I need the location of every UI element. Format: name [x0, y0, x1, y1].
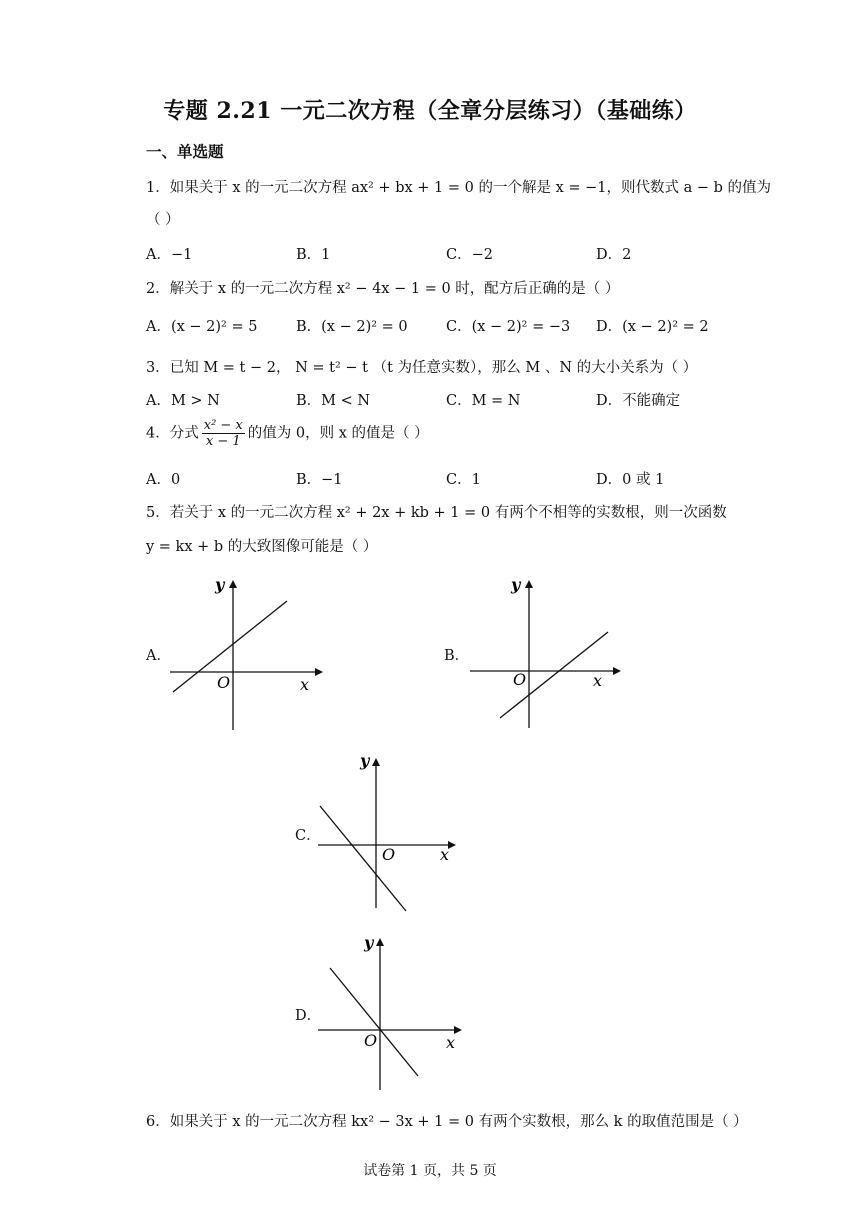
page-title: 专题 2.21 一元二次方程（全章分层练习）（基础练） [163, 98, 697, 124]
graph-c-y-arrow [372, 758, 380, 766]
q2-option-b: B．(x − 2)² = 0 [296, 319, 408, 335]
question-1-bracket: （ ） [146, 212, 180, 228]
q4-option-b: B．−1 [296, 472, 343, 488]
q1-option-c: C．−2 [446, 247, 493, 263]
graph-c [310, 748, 470, 916]
q1-option-b: B．1 [296, 247, 331, 263]
graph-a-origin: O [217, 673, 231, 692]
graph-c-x-arrow [448, 841, 456, 849]
q4-denominator: x − 1 [205, 434, 241, 449]
q3-option-d: D．不能确定 [596, 393, 681, 409]
graph-b [465, 570, 625, 735]
question-2-text: 2．解关于 x 的一元二次方程 x² − 4x − 1 = 0 时，配方后正确的是（ ） [146, 281, 620, 297]
graph-a-label: A． [146, 648, 171, 664]
graph-d-x-label: x [446, 1033, 456, 1052]
question-6-text: 6．如果关于 x 的一元二次方程 kx² − 3x + 1 = 0 有两个实数根，那么 k 的取值范围是（ ） [146, 1114, 748, 1130]
graph-d-origin: O [364, 1031, 378, 1050]
q1-option-d: D．2 [596, 247, 632, 263]
q4-fraction [202, 418, 245, 449]
q3-option-c: C．M = N [446, 393, 521, 409]
q2-option-a: A．(x − 2)² = 5 [146, 319, 258, 335]
graph-d-y-arrow [376, 938, 384, 946]
q4-option-d: D．0 或 1 [596, 472, 665, 488]
graph-a-x-arrow [315, 668, 323, 676]
q4-suffix: 的值为 0，则 x 的值是（ ） [247, 425, 429, 442]
graph-d-x-arrow [454, 1026, 462, 1034]
graph-c-x-label: x [440, 845, 450, 864]
q1-option-a: A．−1 [146, 247, 193, 263]
graph-b-label: B． [444, 648, 470, 664]
q4-option-a: A．0 [146, 472, 181, 488]
graph-d [310, 928, 470, 1096]
graph-a [165, 570, 325, 735]
q4-option-c: C．1 [446, 472, 481, 488]
question-4-text [146, 418, 429, 449]
question-1-text: 1．如果关于 x 的一元二次方程 ax² + bx + 1 = 0 的一个解是 x = −1，则代数式 a − b 的值为 [146, 180, 772, 196]
graph-d-line [330, 968, 418, 1076]
graph-a-y-label: y [215, 575, 225, 594]
question-3-text: 3．已知 M = t − 2， N = t² − t （t 为任意实数），那么 M 、N 的大小关系为（ ） [146, 360, 698, 376]
q3-option-a: A．M > N [146, 393, 220, 409]
section-heading: 一、单选题 [146, 142, 224, 161]
question-5-text: 5．若关于 x 的一元二次方程 x² + 2x + kb + 1 = 0 有两个不相等的实数根，则一次函数 [146, 505, 727, 521]
graph-b-y-arrow [525, 580, 533, 588]
question-5-text-2: y = kx + b 的大致图像可能是（ ） [146, 539, 378, 555]
q2-option-d: D．(x − 2)² = 2 [596, 319, 709, 335]
q2-option-c: C．(x − 2)² = −3 [446, 319, 571, 335]
page-footer: 试卷第 1 页，共 5 页 [363, 1163, 497, 1179]
graph-a-x-label: x [300, 675, 310, 694]
graph-c-origin: O [382, 845, 396, 864]
graph-c-label: C． [295, 828, 321, 844]
q3-option-b: B．M < N [296, 393, 371, 409]
graph-c-y-label: y [360, 751, 370, 770]
q4-numerator: x² − x [203, 418, 243, 433]
graph-d-label: D． [295, 1008, 322, 1024]
q4-prefix: 4．分式 [146, 425, 199, 442]
graph-a-y-arrow [229, 580, 237, 588]
graph-b-x-label: x [593, 671, 603, 690]
graph-b-x-arrow [613, 667, 621, 675]
graph-b-y-label: y [511, 575, 521, 594]
graph-d-y-label: y [364, 933, 374, 952]
graph-b-origin: O [513, 670, 527, 689]
